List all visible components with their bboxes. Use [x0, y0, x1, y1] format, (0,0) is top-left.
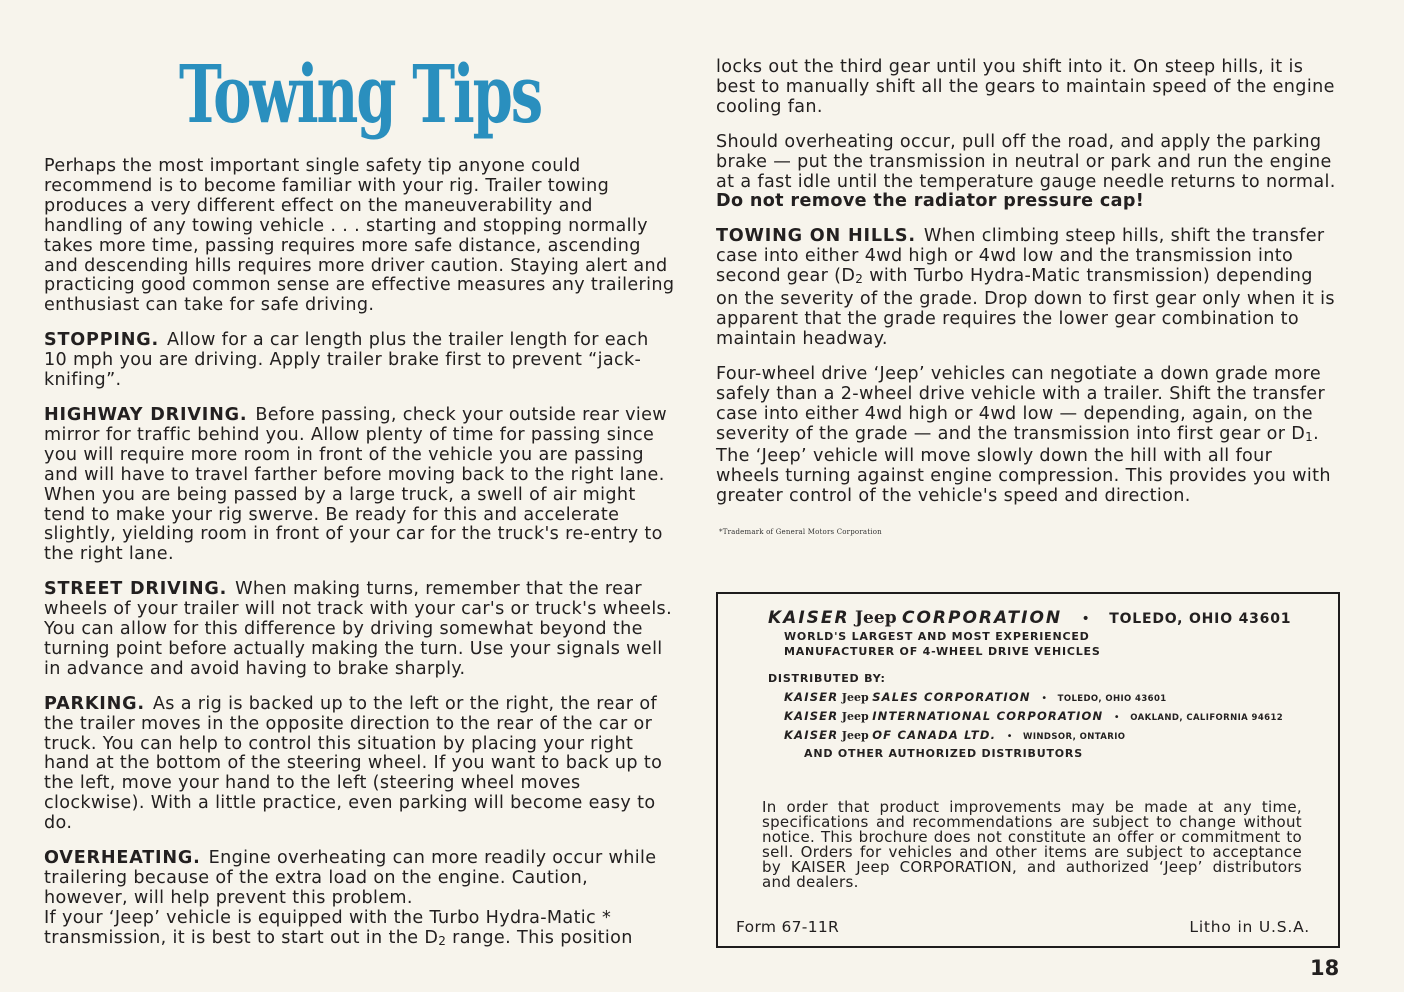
transmission-paragraph	[44, 909, 676, 952]
highway-heading: HIGHWAY DRIVING.	[44, 404, 248, 425]
gear-subscript: 2	[855, 272, 864, 287]
tagline-line-1: WORLD'S LARGEST AND MOST EXPERIENCED	[784, 630, 1090, 643]
trademark-footnote: *Trademark of General Motors Corporation	[719, 528, 882, 536]
parking-heading: PARKING.	[44, 693, 145, 714]
company-info-box	[716, 592, 1340, 948]
jeep-wordmark: Jeep	[855, 608, 897, 628]
overheating-heading: OVERHEATING.	[44, 848, 201, 869]
bullet-separator: •	[1081, 611, 1090, 627]
hills-text-a: When climbing steep hills, shift the transfer case into either 4wd high or 4wd low and the transmission into second gear (D	[716, 226, 1325, 287]
distributor-line	[784, 709, 1283, 723]
printing-note: Litho in U.S.A.	[1189, 918, 1310, 936]
distributor-line	[784, 690, 1167, 704]
parking-paragraph	[44, 695, 676, 834]
bullet-separator: •	[1006, 731, 1013, 742]
overheat-advice-text: Should overheating occur, pull off the road, and apply the parking brake — put the transmission in neutral or park and run the engine at a fast idle until the temperature gauge needle returns to normal.	[716, 131, 1336, 192]
kaiser-wordmark: KAISER	[768, 608, 850, 628]
fourwheel-text-b: . The ‘Jeep’ vehicle will move slowly down the hill with all four wheels turning against engine compression. This provides you with greater control of the vehicle's speed and direction.	[716, 423, 1331, 507]
jeep-wordmark: Jeep	[841, 729, 869, 742]
highway-paragraph	[44, 406, 676, 565]
corporation-line	[768, 608, 1291, 628]
corporation-wordmark: CORPORATION	[901, 608, 1063, 628]
continued-paragraph: locks out the third gear until you shift into it. On steep hills, it is best to manually shift all the gears to maintain speed of the engine cooling fan.	[716, 57, 1335, 117]
distributor-name: SALES CORPORATION	[872, 690, 1031, 704]
page-title: Towing Tips	[178, 47, 542, 141]
distributor-name: OF CANADA LTD.	[872, 728, 997, 742]
radiator-warning: Do not remove the radiator pressure cap!	[716, 191, 1145, 212]
street-paragraph	[44, 580, 676, 680]
hills-text-b: with Turbo Hydra-Matic transmission) depending on the severity of the grade. Drop down to first gear only when it is apparent that the grade requires the lower gear combination to maintain headway.	[716, 266, 1335, 349]
fourwheel-text-a: Four-wheel drive ‘Jeep’ vehicles can negotiate a down grade more safely than a 2-wheel drive vehicle with a trailer. Shift the transfer case into either 4wd high or 4wd low — depending, again, on the severity of the grade — and the transmission into first gear or D	[716, 363, 1326, 444]
kaiser-wordmark: KAISER	[784, 690, 839, 704]
stopping-heading: STOPPING.	[44, 330, 160, 351]
distributed-by-label: DISTRIBUTED BY:	[768, 672, 886, 685]
kaiser-wordmark: KAISER	[784, 709, 839, 723]
hills-heading: TOWING ON HILLS.	[716, 226, 916, 247]
distributor-location: TOLEDO, OHIO 43601	[1057, 694, 1167, 704]
distributor-location: OAKLAND, CALIFORNIA 94612	[1130, 713, 1284, 723]
tagline-line-2: MANUFACTURER OF 4-WHEEL DRIVE VEHICLES	[784, 645, 1101, 658]
form-number: Form 67-11R	[736, 918, 840, 936]
jeep-wordmark: Jeep	[841, 710, 869, 723]
bullet-separator: •	[1113, 712, 1120, 723]
gear-subscript: 1	[1305, 429, 1314, 444]
kaiser-wordmark: KAISER	[784, 728, 839, 742]
left-column	[44, 157, 676, 967]
highway-text: Before passing, check your outside rear view mirror for traffic behind you. Allow plenty of time for passing since you will require more room in front of the vehicle you are passing and will have to travel farther before moving back to the right lane. When you are being passed by a large truck, a swell of air might tend to make your rig swerve. Be ready for this and accelerate slightly, yielding room in front of your car for the truck's re-entry to the right lane.	[44, 404, 668, 565]
stopping-paragraph	[44, 331, 676, 391]
right-column	[716, 58, 1338, 522]
distributor-name: INTERNATIONAL CORPORATION	[872, 709, 1104, 723]
page-number: 18	[1310, 956, 1340, 980]
street-text: When making turns, remember that the rear wheels of your trailer will not track with your car's or truck's wheels. You can allow for this difference by driving somewhat beyond the turning point before actually making the turn. Use your signals well in advance and avoid having to brake sharply.	[44, 579, 673, 679]
overheating-text: Engine overheating can more readily occur while trailering because of the extra load on the engine. Caution, however, will help prevent this problem.	[44, 848, 657, 908]
transmission-text-b: range. This position	[446, 927, 633, 948]
bullet-separator: •	[1041, 693, 1048, 704]
fourwheel-paragraph	[716, 365, 1338, 507]
legal-notice: In order that product improvements may be made at any time, specifications and recommendations are subject to change without notice. This brochure does not constitute an offer or commitment to sell. Orders for vehicles and other items are subject to acceptance by KAISER Jeep CORPORATION, and authorized ‘Jeep’ distributors and dealers.	[762, 798, 1302, 891]
stopping-text: Allow for a car length plus the trailer length for each 10 mph you are driving. Apply trailer brake first to prevent “jack-knifing”.	[44, 330, 649, 391]
corporation-city: TOLEDO, OHIO 43601	[1109, 611, 1292, 627]
intro-paragraph: Perhaps the most important single safety tip anyone could recommend is to become familiar with your rig. Trailer towing produces a very different effect on the maneuverability and handling of any towing vehicle . . . starting and stopping normally takes more time, passing requires more safe distance, ascending and descending hills requires more driver caution. Staying alert and practicing good common sense are effective measures any trailering enthusiast can take for safe driving.	[44, 156, 675, 316]
transmission-text-a: If your ‘Jeep’ vehicle is equipped with the Turbo Hydra-Matic * transmission, it is best to start out in the D	[44, 907, 612, 948]
street-heading: STREET DRIVING.	[44, 579, 228, 600]
other-distributors-line: AND OTHER AUTHORIZED DISTRIBUTORS	[804, 747, 1083, 760]
distributor-location: WINDSOR, ONTARIO	[1023, 732, 1126, 742]
parking-text: As a rig is backed up to the left or the right, the rear of the trailer moves in the opposite direction to the rear of the car or truck. You can help to control this situation by placing your right hand at the bottom of the steering wheel. If you want to back up to the left, move your hand to the left (steering wheel moves clockwise). With a little practice, even parking will become easy to do.	[44, 693, 663, 834]
overheating-paragraph	[44, 849, 676, 909]
distributor-line	[784, 728, 1125, 742]
gear-subscript: 2	[438, 933, 447, 948]
hills-paragraph	[716, 227, 1338, 349]
jeep-wordmark: Jeep	[841, 691, 869, 704]
overheat-advice-paragraph	[716, 133, 1338, 213]
